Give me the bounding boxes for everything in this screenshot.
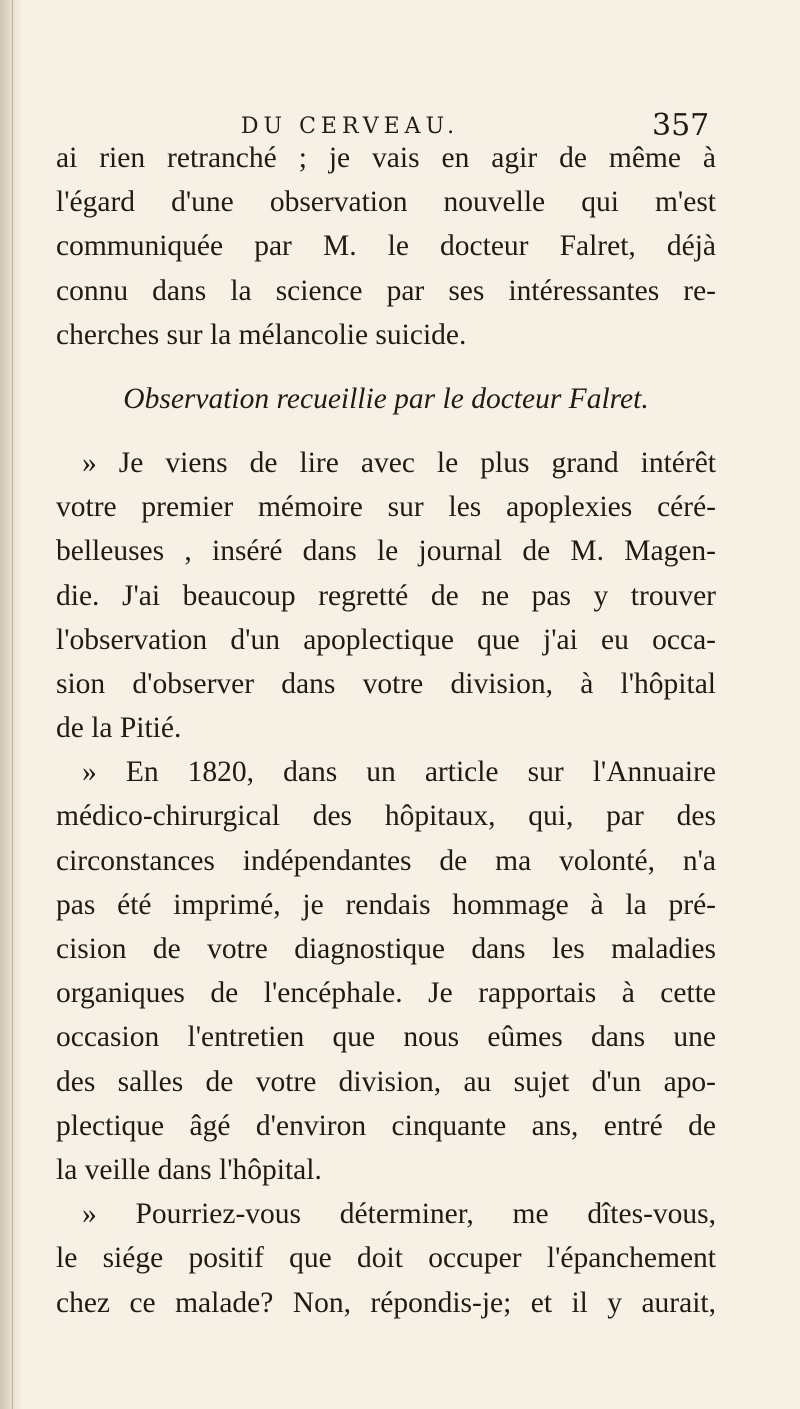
section-heading: Observation recueillie par le docteur Falret. bbox=[123, 382, 649, 415]
text-line: connu dans la science par ses intéressantes re- bbox=[56, 274, 716, 307]
text-line: votre premier mémoire sur les apoplexies céré- bbox=[56, 491, 716, 524]
paragraph bbox=[56, 136, 716, 357]
page-binding-line bbox=[12, 0, 13, 1409]
text-line: cherches sur la mélancolie suicide. bbox=[56, 318, 467, 351]
text-line: des salles de votre division, au sujet d'un apo- bbox=[56, 1065, 716, 1098]
body-text bbox=[56, 136, 716, 1325]
text-line: die. J'ai beaucoup regretté de ne pas y trouver bbox=[56, 579, 716, 612]
text-line: ai rien retranché ; je vais en agir de même à bbox=[56, 142, 716, 174]
page-number: 357 bbox=[652, 108, 710, 143]
paragraph bbox=[56, 1192, 716, 1325]
text-line: le siége positif que doit occuper l'épanchement bbox=[56, 1242, 716, 1275]
text-line: l'observation d'un apoplectique que j'ai eu occa- bbox=[56, 623, 716, 656]
text-line: organiques de l'encéphale. Je rapportais à cette bbox=[56, 977, 716, 1010]
text-line: chez ce malade? Non, répondis-je; et il y aurait, bbox=[56, 1286, 716, 1319]
text-line: l'égard d'une observation nouvelle qui m'est bbox=[56, 186, 716, 219]
text-line: pas été imprimé, je rendais hommage à la pré- bbox=[56, 888, 716, 921]
text-line: médico-chirurgical des hôpitaux, qui, par des bbox=[56, 800, 716, 833]
text-line: plectique âgé d'environ cinquante ans, entré de bbox=[56, 1109, 716, 1142]
spacer bbox=[56, 357, 716, 371]
text-line: circonstances indépendantes de ma volonté, n'a bbox=[56, 844, 716, 877]
text-line: la veille dans l'hôpital. bbox=[56, 1153, 322, 1186]
paragraph bbox=[56, 441, 716, 750]
paragraph bbox=[56, 750, 716, 1192]
text-line: belleuses , inséré dans le journal de M. Magen- bbox=[56, 535, 716, 568]
text-line: cision de votre diagnostique dans les maladies bbox=[56, 933, 716, 965]
running-title: DU CERVEAU. bbox=[240, 114, 460, 139]
spacer bbox=[56, 427, 716, 441]
page-binding-edge bbox=[0, 0, 22, 1409]
text-line: occasion l'entretien que nous eûmes dans une bbox=[56, 1021, 716, 1054]
text-line: sion d'observer dans votre division, à l'hôpital bbox=[56, 667, 716, 700]
text-line: de la Pitié. bbox=[56, 712, 182, 745]
text-line: » Pourriez-vous déterminer, me dîtes-vous, bbox=[82, 1198, 716, 1231]
text-line: » En 1820, dans un article sur l'Annuaire bbox=[82, 756, 716, 789]
text-line: communiquée par M. le docteur Falret, déjà bbox=[56, 230, 716, 263]
text-line: » Je viens de lire avec le plus grand intérêt bbox=[82, 446, 716, 479]
